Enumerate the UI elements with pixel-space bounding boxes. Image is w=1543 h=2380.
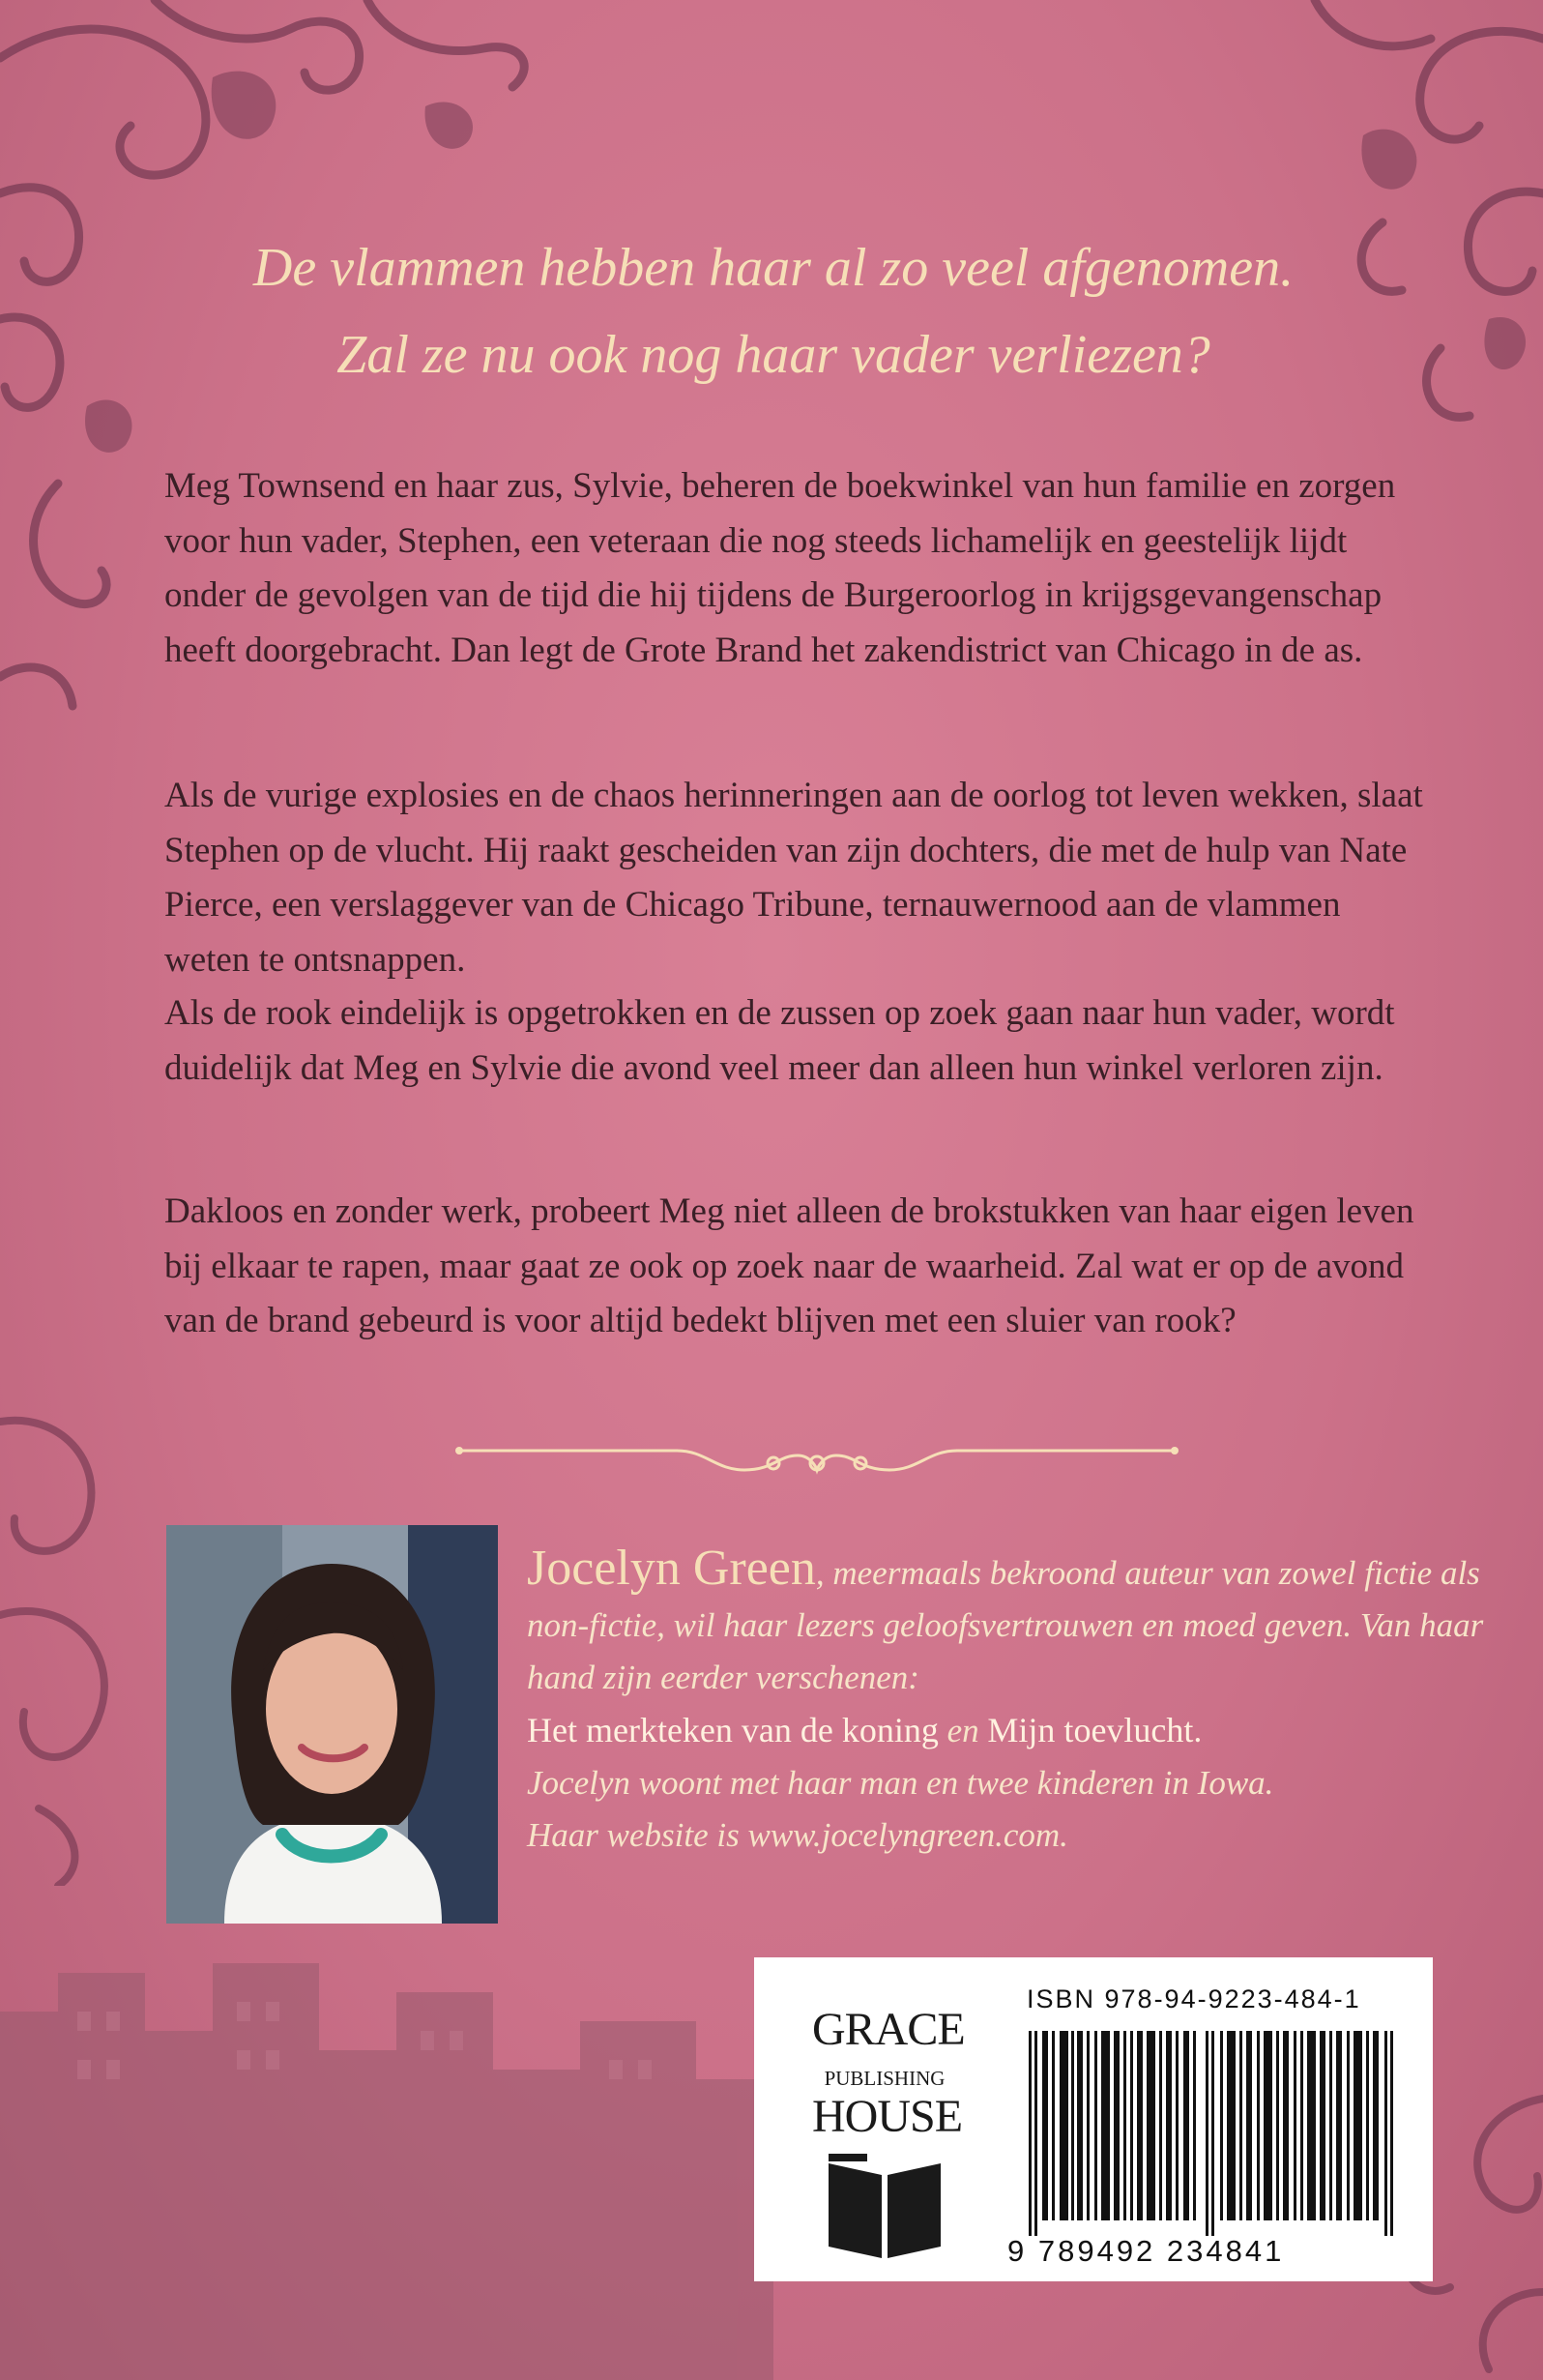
blurb-paragraph-2: Als de vurige explosies en de chaos herinneringen aan de oorlog tot leven wekken, slaat Stephen op de vlucht. Hij raakt gescheiden van zijn dochters, die met de hulp van Nate Pierce, een verslaggever van de Chicago Tribune, ternauwernood aan de vlammen weten te ontsnappen. — [164, 776, 1423, 980]
isbn-label: ISBN 978-94-9223-484-1 — [1027, 1984, 1361, 2013]
tagline-line-1: De vlammen hebben haar al zo veel afgenomen. — [252, 238, 1295, 298]
tagline-line-2: Zal ze nu ook nog haar vader verliezen? — [336, 325, 1210, 385]
author-intro: , meermaals bekroond auteur van zowel fictie als non-fictie, wil haar lezers geloofsvertrouwen en moed geven. Van haar hand zijn eerder verschenen: — [527, 1554, 1484, 1696]
author-website: Haar website is www.jocelyngreen.com. — [527, 1816, 1068, 1854]
author-name: Jocelyn Green — [527, 1541, 816, 1596]
decorative-divider — [454, 1426, 1179, 1494]
publisher-name-publishing: PUBLISHING — [824, 2067, 946, 2090]
book-icon — [824, 2154, 946, 2260]
author-home: Jocelyn woont met haar man en twee kinderen in Iowa. — [527, 1764, 1274, 1802]
publisher-logo — [812, 1982, 965, 2262]
author-photo — [166, 1525, 498, 1924]
blurb-paragraph-3: Als de rook eindelijk is opgetrokken en de zussen op zoek gaan naar hun vader, wordt duidelijk dat Meg en Sylvie die avond veel meer dan alleen hun winkel verloren zijn. — [164, 993, 1395, 1088]
blurb-paragraph-1: Meg Townsend en haar zus, Sylvie, beheren de boekwinkel van hun familie en zorgen voor hun vader, Stephen, een veteraan die nog steeds lichamelijk en geestelijk lijdt onder de gevolgen van de tijd die hij tijdens de Burgeroorlog in krijgsgevangenschap heeft doorgebracht. Dan legt de Grote Brand het zakendistrict van Chicago in de as. — [164, 466, 1396, 670]
barcode — [1007, 2031, 1413, 2236]
publisher-name-house: HOUSE — [812, 2091, 963, 2142]
publisher-name-grace: GRACE — [812, 2004, 965, 2055]
author-bio — [527, 1543, 1484, 1862]
blurb-paragraph-4: Dakloos en zonder werk, probeert Meg niet alleen de brokstukken van haar eigen leven bij elkaar te rapen, maar gaat ze ook op zoek naar de waarheid. Zal wat er op de avond van de brand gebeurd is voor altijd bedekt blijven met een sluier van rook? — [164, 1191, 1414, 1340]
barcode-digits: 9 789492 234841 — [1007, 2234, 1285, 2268]
author-book-2: Mijn toevlucht. — [987, 1711, 1203, 1749]
author-book-1: Het merkteken van de koning — [527, 1711, 939, 1749]
author-book-conjunction: en — [946, 1712, 979, 1749]
barcode-panel — [754, 1957, 1433, 2281]
